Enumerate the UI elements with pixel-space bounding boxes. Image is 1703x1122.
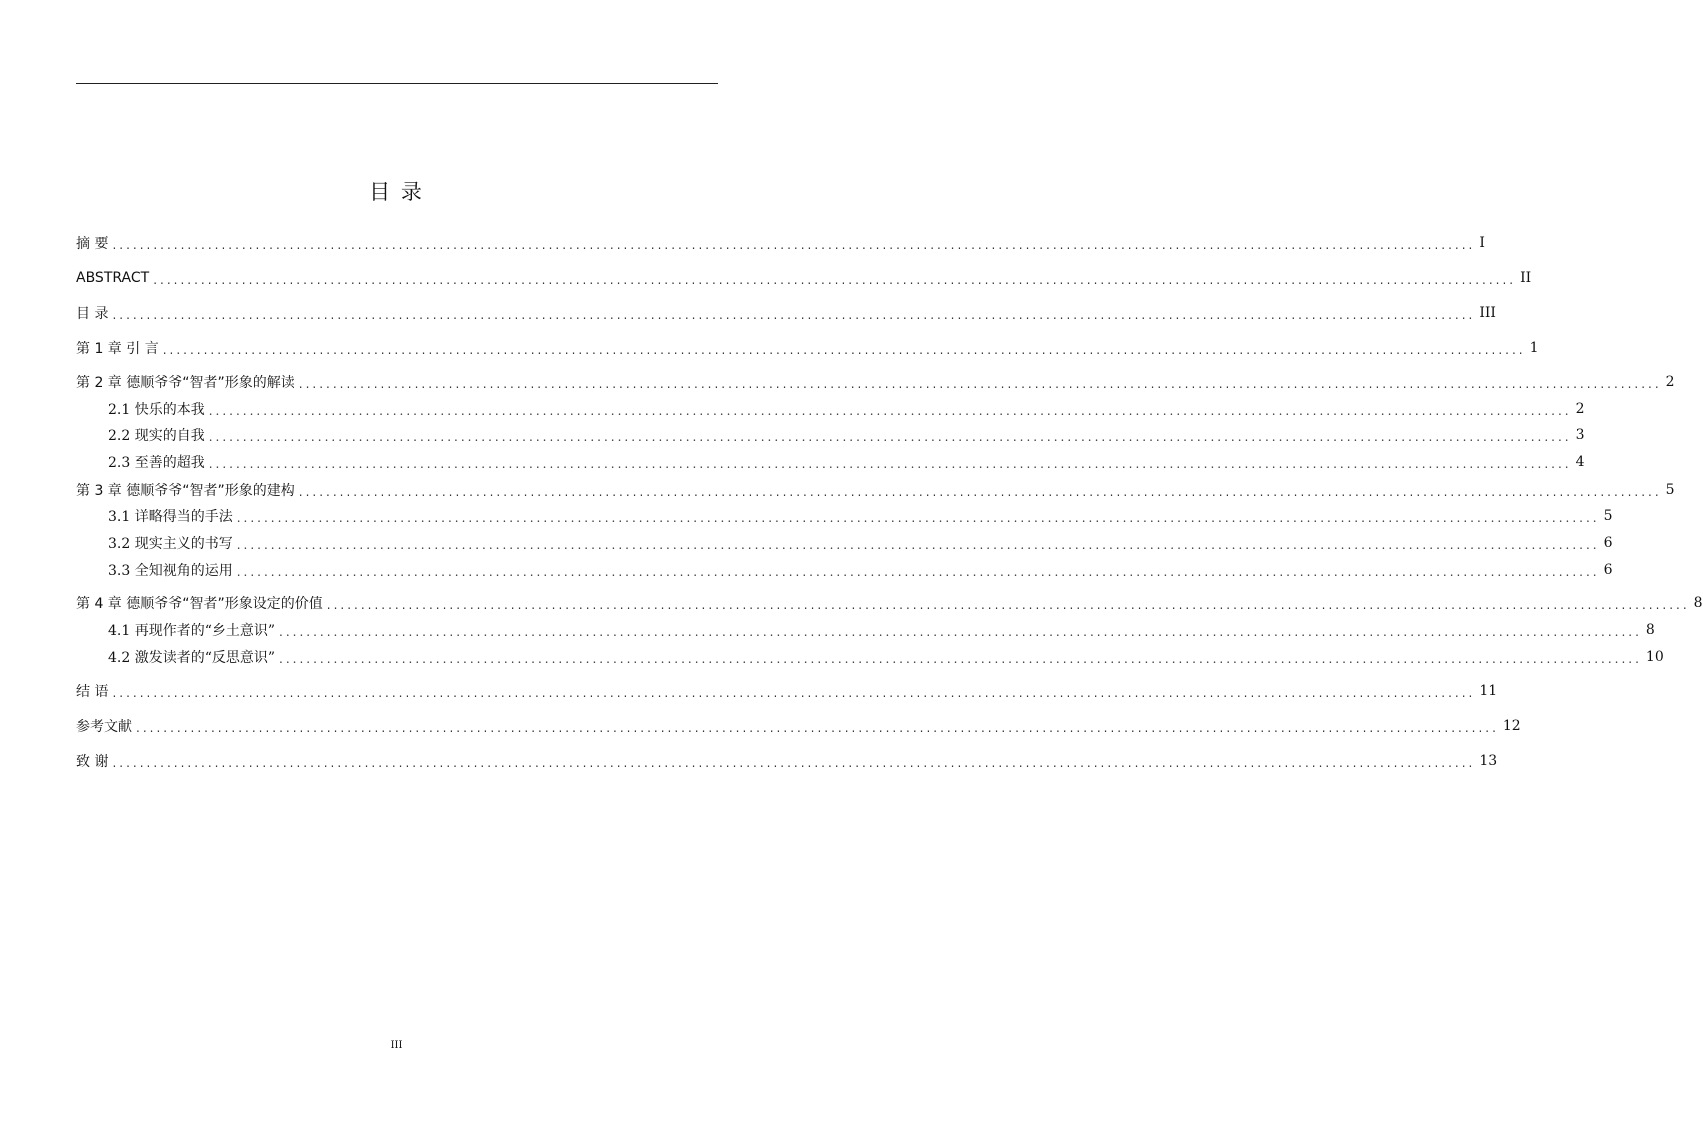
toc-entry-page: 5 [1603, 508, 1613, 524]
toc-entry-page: 4 [1575, 454, 1585, 470]
page-number: III [390, 1040, 403, 1051]
toc-entry-section-2-1[interactable] [108, 399, 1585, 419]
toc-entry-abstract-cn[interactable] [76, 233, 1485, 253]
toc-entry-label: 致 谢 [76, 754, 109, 770]
toc-entry-label: 第 2 章 德顺爷爷“智者”形象的解读 [76, 375, 295, 391]
toc-entry-abstract-en[interactable] [76, 268, 1532, 288]
toc-entry-page: 11 [1479, 683, 1498, 699]
toc-entry-label: 结 语 [76, 684, 109, 700]
toc-entry-page: 13 [1479, 753, 1498, 769]
toc-entry-acknowledgements[interactable] [76, 751, 1498, 771]
toc-entry-section-3-2[interactable] [108, 533, 1613, 553]
dot-leader: ........................................................................................................................................................................................................ [153, 273, 1517, 287]
toc-entry-chapter-1[interactable] [76, 338, 1539, 358]
dot-leader: ........................................................................................................................................................................................................ [136, 721, 1499, 735]
toc-entry-chapter-3[interactable] [76, 480, 1675, 500]
toc-entry-label: 参考文献 [76, 719, 132, 735]
toc-entry-section-3-3[interactable] [108, 560, 1613, 580]
toc-entry-section-2-2[interactable] [108, 425, 1585, 445]
toc-entry-section-2-3[interactable] [108, 452, 1585, 472]
dot-leader: ........................................................................................................................................................................................................ [112, 686, 1476, 700]
toc-entry-label: 目 录 [76, 306, 109, 322]
toc-entry-page: 3 [1575, 427, 1585, 443]
toc-entry-references[interactable] [76, 716, 1521, 736]
dot-leader: ........................................................................................................................................................................................................ [298, 377, 1662, 391]
toc-entry-label: 4.2 激发读者的“反思意识” [108, 650, 276, 666]
dot-leader: ........................................................................................................................................................................................................ [236, 511, 1600, 525]
toc-entry-label: 2.2 现实的自我 [108, 428, 205, 444]
dot-leader: ........................................................................................................................................................................................................ [208, 457, 1572, 471]
dot-leader: ........................................................................................................................................................................................................ [208, 430, 1572, 444]
dot-leader: ........................................................................................................................................................................................................ [208, 404, 1572, 418]
toc-entry-label: 2.3 至善的超我 [108, 455, 205, 471]
toc-entry-section-4-1[interactable] [108, 620, 1655, 640]
dot-leader: ........................................................................................................................................................................................................ [112, 308, 1476, 322]
toc-entry-label: 2.1 快乐的本我 [108, 402, 205, 418]
toc-entry-page: 5 [1665, 482, 1675, 498]
toc-entry-label: 摘 要 [76, 236, 109, 252]
toc-entry-label: 3.3 全知视角的运用 [108, 563, 233, 579]
dot-leader: ........................................................................................................................................................................................................ [112, 238, 1476, 252]
dot-leader: ........................................................................................................................................................................................................ [279, 625, 1642, 639]
toc-entry-page: 6 [1603, 535, 1613, 551]
dot-leader: ........................................................................................................................................................................................................ [112, 756, 1476, 770]
toc-entry-page: 2 [1575, 401, 1585, 417]
toc-entry-section-4-2[interactable] [108, 647, 1664, 667]
toc-entry-label: 第 1 章 引 言 [76, 341, 159, 357]
toc-entry-label: 第 3 章 德顺爷爷“智者”形象的建构 [76, 483, 295, 499]
dot-leader: ........................................................................................................................................................................................................ [162, 343, 1526, 357]
toc-entry-page: 8 [1645, 622, 1655, 638]
toc-entry-label: 第 4 章 德顺爷爷“智者”形象设定的价值 [76, 596, 323, 612]
toc-title: 目 录 [369, 180, 424, 204]
toc-entry-conclusion[interactable] [76, 681, 1498, 701]
toc-entry-page: 1 [1529, 340, 1539, 356]
toc-entry-page: 10 [1645, 649, 1664, 665]
toc-entry-page: 12 [1502, 718, 1521, 734]
toc-entry-chapter-4[interactable] [76, 593, 1703, 613]
toc-entry-page: 8 [1693, 595, 1703, 611]
toc-entry-label: 3.2 现实主义的书写 [108, 536, 233, 552]
toc-entry-label: ABSTRACT [76, 270, 150, 286]
toc-entry-page: 2 [1665, 374, 1675, 390]
dot-leader: ........................................................................................................................................................................................................ [236, 565, 1600, 579]
toc-entry-page: II [1520, 270, 1532, 286]
header-rule [76, 83, 718, 84]
toc-entry-page: III [1479, 305, 1496, 321]
toc-entry-section-3-1[interactable] [108, 506, 1613, 526]
toc-entry-label: 3.1 详略得当的手法 [108, 509, 233, 525]
toc-entry-contents[interactable] [76, 303, 1496, 323]
dot-leader: ........................................................................................................................................................................................................ [236, 538, 1600, 552]
dot-leader: ........................................................................................................................................................................................................ [298, 485, 1662, 499]
toc-entry-page: 6 [1603, 562, 1613, 578]
toc-entry-page: I [1479, 235, 1485, 251]
toc-entry-label: 4.1 再现作者的“乡土意识” [108, 623, 276, 639]
dot-leader: ........................................................................................................................................................................................................ [326, 598, 1690, 612]
dot-leader: ........................................................................................................................................................................................................ [279, 652, 1642, 666]
toc-entry-chapter-2[interactable] [76, 372, 1675, 392]
